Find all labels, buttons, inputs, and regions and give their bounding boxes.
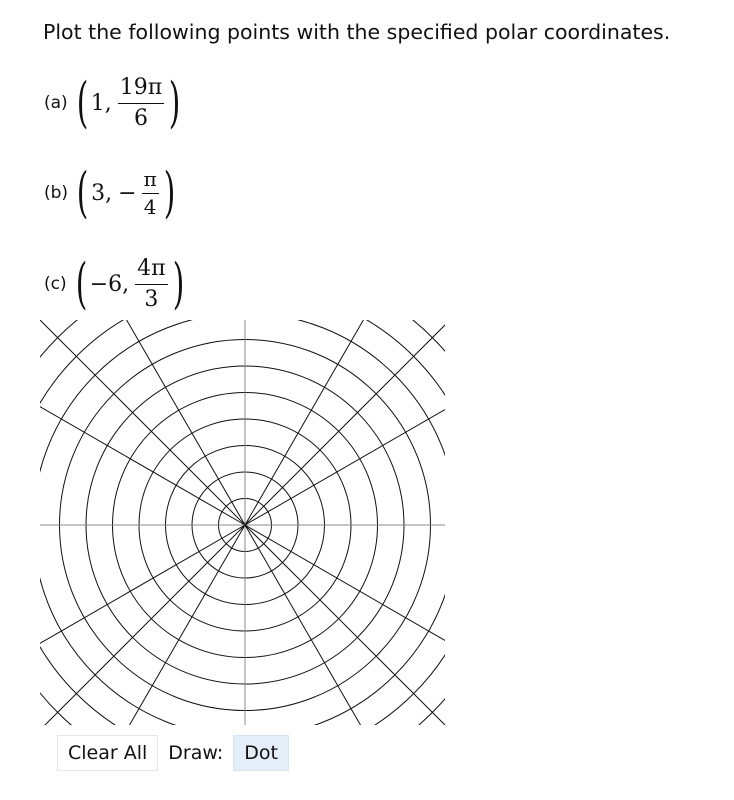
part-c-radius: −6, <box>89 271 130 297</box>
part-a-angle <box>118 76 164 129</box>
part-c-angle-numerator: 4π <box>135 257 167 284</box>
part-a-radius: 1, <box>90 90 112 116</box>
polar-ray-30deg <box>245 360 445 525</box>
polar-ray-240deg <box>80 525 245 725</box>
part-b-radius: 3, <box>91 180 113 206</box>
part-b-coordinates: ( 3, − $\frac{\pi}{4}$ ) <box>76 161 176 224</box>
polar-ray-225deg <box>40 525 245 725</box>
polar-ray-150deg <box>40 360 245 525</box>
part-c-label: (c) <box>44 274 67 294</box>
part-b-angle-denominator: 4 <box>143 194 157 219</box>
clear-all-button[interactable]: Clear All <box>57 735 158 771</box>
polar-ray-210deg <box>40 525 245 690</box>
part-c-coordinates: ( −6, $\frac{4\pi}{3}$ ) <box>75 252 184 315</box>
part-a-coordinates: ( 1, $\frac{19\pi}{6}$ ) <box>76 71 181 134</box>
part-c-angle-denominator: 3 <box>144 286 159 312</box>
polar-ray-120deg <box>80 320 245 525</box>
polar-ray-45deg <box>245 320 445 525</box>
part-b-angle-sign: − <box>118 180 137 206</box>
part-c-angle <box>135 257 167 310</box>
graph-toolbar <box>57 735 289 771</box>
polar-ray-300deg <box>245 525 410 725</box>
question-prompt: Plot the following points with the specified polar coordinates. <box>43 20 671 44</box>
part-a-angle-numerator: 19π <box>118 76 164 103</box>
draw-tool-label: Draw: <box>168 742 224 764</box>
polar-ray-315deg <box>245 525 445 725</box>
polar-ray-135deg <box>40 320 245 525</box>
part-b <box>44 158 176 228</box>
part-b-label: (b) <box>44 183 69 203</box>
polar-graph[interactable] <box>40 320 445 725</box>
part-c <box>44 249 185 319</box>
part-a <box>44 68 181 138</box>
polar-grid[interactable] <box>40 320 445 725</box>
part-a-angle-denominator: 6 <box>133 105 148 131</box>
part-b-angle <box>142 166 159 219</box>
polar-ray-330deg <box>245 525 445 690</box>
part-b-angle-numerator: π <box>142 169 159 194</box>
polar-ray-60deg <box>245 320 410 525</box>
part-a-label: (a) <box>44 93 68 113</box>
dot-tool-button[interactable]: Dot <box>233 735 289 771</box>
